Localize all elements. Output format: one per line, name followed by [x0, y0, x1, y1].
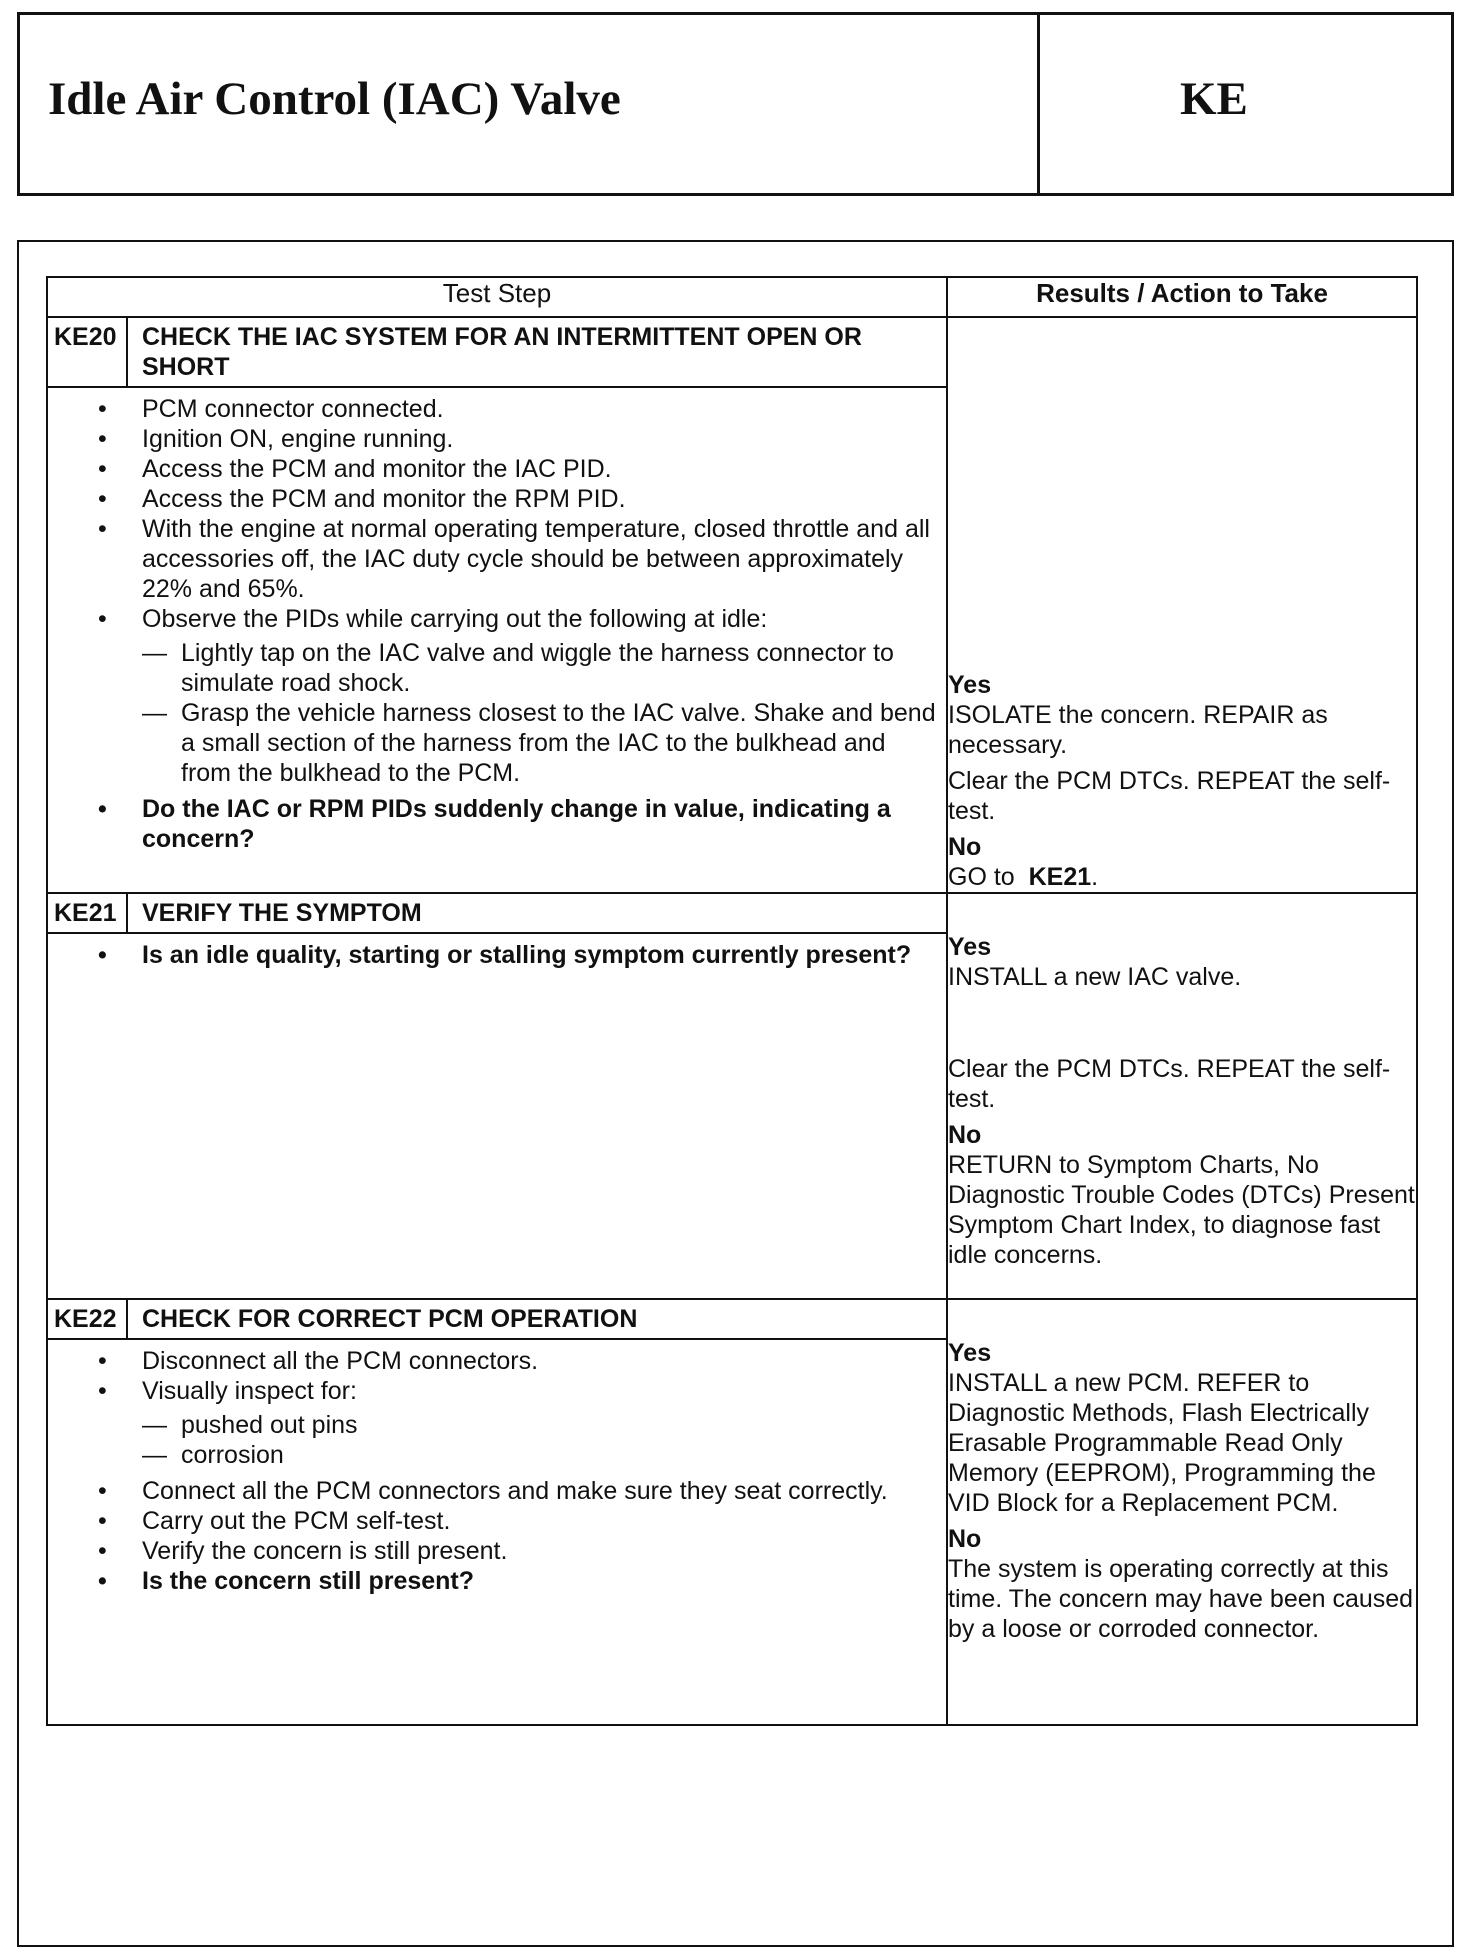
col-results: Results / Action to Take — [947, 277, 1417, 317]
table-row — [47, 317, 1417, 893]
no-label: No — [948, 1525, 982, 1553]
step-ke21-cell — [47, 893, 947, 1299]
list-item: • Access the PCM and monitor the RPM PID. — [98, 484, 936, 514]
header-divider — [1037, 15, 1040, 193]
no-action: RETURN to Symptom Charts, No Diagnostic Trouble Codes (DTCs) Present Symptom Chart Index, to diagnose fast idle concerns. — [948, 1151, 1415, 1269]
step-id: KE20 — [48, 318, 128, 386]
list-item: • Disconnect all the PCM connectors. — [98, 1346, 936, 1376]
list-item: — Lightly tap on the IAC valve and wiggle the harness connector to simulate road shock. — [98, 638, 936, 698]
list-item: • Ignition ON, engine running. — [98, 424, 936, 454]
list-item: • Verify the concern is still present. — [98, 1536, 936, 1566]
step-title: CHECK THE IAC SYSTEM FOR AN INTERMITTENT OPEN OR SHORT — [142, 323, 862, 381]
list-item: • Connect all the PCM connectors and make sure they seat correctly. — [98, 1476, 936, 1506]
step-header — [48, 318, 946, 388]
yes-action: INSTALL a new PCM. REFER to Diagnostic Methods, Flash Electrically Erasable Programmable Read Only Memory (EEPROM), Programming the VID Block for a Replacement PCM. — [948, 1369, 1376, 1517]
step-body — [48, 388, 946, 858]
step-ke22-cell — [47, 1299, 947, 1725]
step-title: CHECK FOR CORRECT PCM OPERATION — [142, 1305, 638, 1333]
table-row — [47, 893, 1417, 1299]
step-body — [48, 934, 946, 974]
step-question: • Do the IAC or RPM PIDs suddenly change in value, indicating a concern? — [98, 794, 936, 854]
result-ke22-cell — [947, 1299, 1417, 1725]
step-bullets — [98, 394, 936, 634]
no-action: The system is operating correctly at this time. The concern may have been caused by a loose or corroded connector. — [948, 1555, 1414, 1643]
no-action — [948, 862, 1416, 892]
step-question: • Is an idle quality, starting or stalling symptom currently present? — [98, 940, 936, 970]
list-item: — Grasp the vehicle harness closest to the IAC valve. Shake and bend a small section of the harness from the IAC to the bulkhead and from the bulkhead to the PCM. — [98, 698, 936, 788]
step-subitems — [98, 638, 936, 788]
step-body — [48, 1340, 946, 1600]
yes-action-2: Clear the PCM DTCs. REPEAT the self-test. — [948, 1055, 1391, 1113]
no-action-text: GO to — [948, 863, 1015, 891]
list-item: • Access the PCM and monitor the IAC PID. — [98, 454, 936, 484]
yes-label: Yes — [948, 933, 992, 961]
step-bullets-2 — [98, 1476, 936, 1596]
no-action-end: . — [1091, 863, 1099, 891]
step-id: KE21 — [48, 894, 128, 932]
list-item: — corrosion — [98, 1440, 936, 1470]
yes-label: Yes — [948, 671, 992, 699]
step-id: KE22 — [48, 1300, 128, 1338]
yes-label: Yes — [948, 1339, 992, 1367]
step-subitems — [98, 1410, 936, 1470]
result-ke21-cell — [947, 893, 1417, 1299]
step-bullets — [98, 1346, 936, 1406]
col-test-step: Test Step — [47, 277, 947, 317]
yes-action: ISOLATE the concern. REPAIR as necessary. — [948, 701, 1328, 759]
step-question-list — [98, 940, 936, 970]
list-item: • Observe the PIDs while carrying out the following at idle: — [98, 604, 936, 634]
list-item: • Carry out the PCM self-test. — [98, 1506, 936, 1536]
step-header — [48, 1300, 946, 1340]
step-question-list — [98, 794, 936, 854]
step-title: VERIFY THE SYMPTOM — [142, 899, 422, 927]
page-title: Idle Air Control (IAC) Valve — [48, 73, 621, 125]
step-ke20-cell — [47, 317, 947, 893]
list-item: • Visually inspect for: — [98, 1376, 936, 1406]
step-question: • Is the concern still present? — [98, 1566, 936, 1596]
list-item: — pushed out pins — [98, 1410, 936, 1440]
step-header — [48, 894, 946, 934]
result-ke20-cell — [947, 317, 1417, 893]
no-label: No — [948, 833, 982, 861]
table-header-row — [47, 277, 1417, 317]
list-item: • With the engine at normal operating temperature, closed throttle and all accessories off, the IAC duty cycle should be between approximately 22% and 65%. — [98, 514, 936, 604]
yes-action-2: Clear the PCM DTCs. REPEAT the self-test. — [948, 767, 1391, 825]
list-item: • PCM connector connected. — [98, 394, 936, 424]
section-code: KE — [1180, 73, 1248, 125]
yes-action: INSTALL a new IAC valve. — [948, 963, 1242, 991]
no-label: No — [948, 1121, 982, 1149]
table-row — [47, 1299, 1417, 1725]
step-reference: KE21 — [1028, 863, 1092, 891]
test-step-table — [46, 276, 1418, 1726]
